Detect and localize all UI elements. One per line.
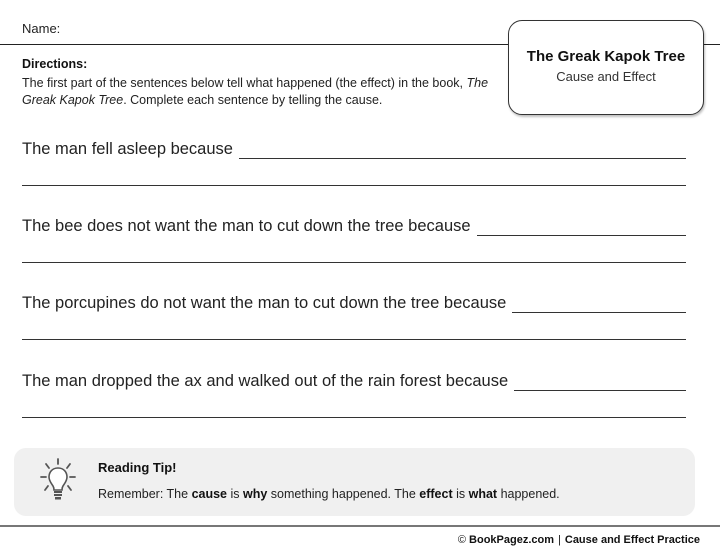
footer-divider [0,525,720,527]
name-label: Name: [22,21,61,36]
worksheet-subtitle: Cause and Effect [556,69,656,84]
tip-keyword-cause: cause [191,487,228,501]
tip-text-part: is [452,487,469,501]
reading-tip-box [14,448,695,516]
question-1 [22,137,686,186]
lightbulb-icon [38,458,78,504]
footer-label: Cause and Effect Practice [564,534,700,546]
footer [458,534,700,546]
worksheet-title: The Greak Kapok Tree [526,48,686,65]
reading-tip-title: Reading Tip! [98,460,177,475]
answer-blank[interactable] [477,218,686,236]
reading-tip-text [98,487,560,501]
tip-text-part: happened. [497,487,560,501]
tip-keyword-what: what [468,487,498,501]
answer-blank[interactable] [239,141,686,159]
answer-line[interactable] [22,185,686,186]
book-title: The Greak Kapok Tree [22,76,489,107]
answer-line[interactable] [22,417,686,418]
tip-text-part: something happened. The [267,487,420,501]
question-prompt: The man dropped the ax and walked out of the rain forest because [22,372,509,390]
directions-heading: Directions: [22,57,88,71]
answer-blank[interactable] [512,295,686,313]
question-4 [22,369,686,418]
directions-text-start: The first part of the sentences below tell what happened (the effect) in the book, [22,76,467,90]
footer-separator: | [558,534,561,546]
question-2 [22,214,686,263]
title-box [508,20,704,115]
answer-line[interactable] [22,262,686,263]
tip-keyword-effect: effect [419,487,453,501]
question-prompt: The bee does not want the man to cut down the tree because [22,217,471,235]
directions-text [22,75,492,109]
question-3 [22,291,686,340]
tip-text-part: is [227,487,243,501]
directions [22,57,492,109]
tip-keyword-why: why [243,487,268,501]
tip-text-part: Remember: The [98,487,192,501]
answer-line[interactable] [22,339,686,340]
directions-text-end: . Complete each sentence by telling the cause. [123,93,383,107]
footer-site: BookPagez.com [469,534,555,546]
question-prompt: The porcupines do not want the man to cut down the tree because [22,294,507,312]
copyright-icon: © [457,534,466,546]
question-prompt: The man fell asleep because [22,140,233,158]
answer-blank[interactable] [514,373,686,391]
